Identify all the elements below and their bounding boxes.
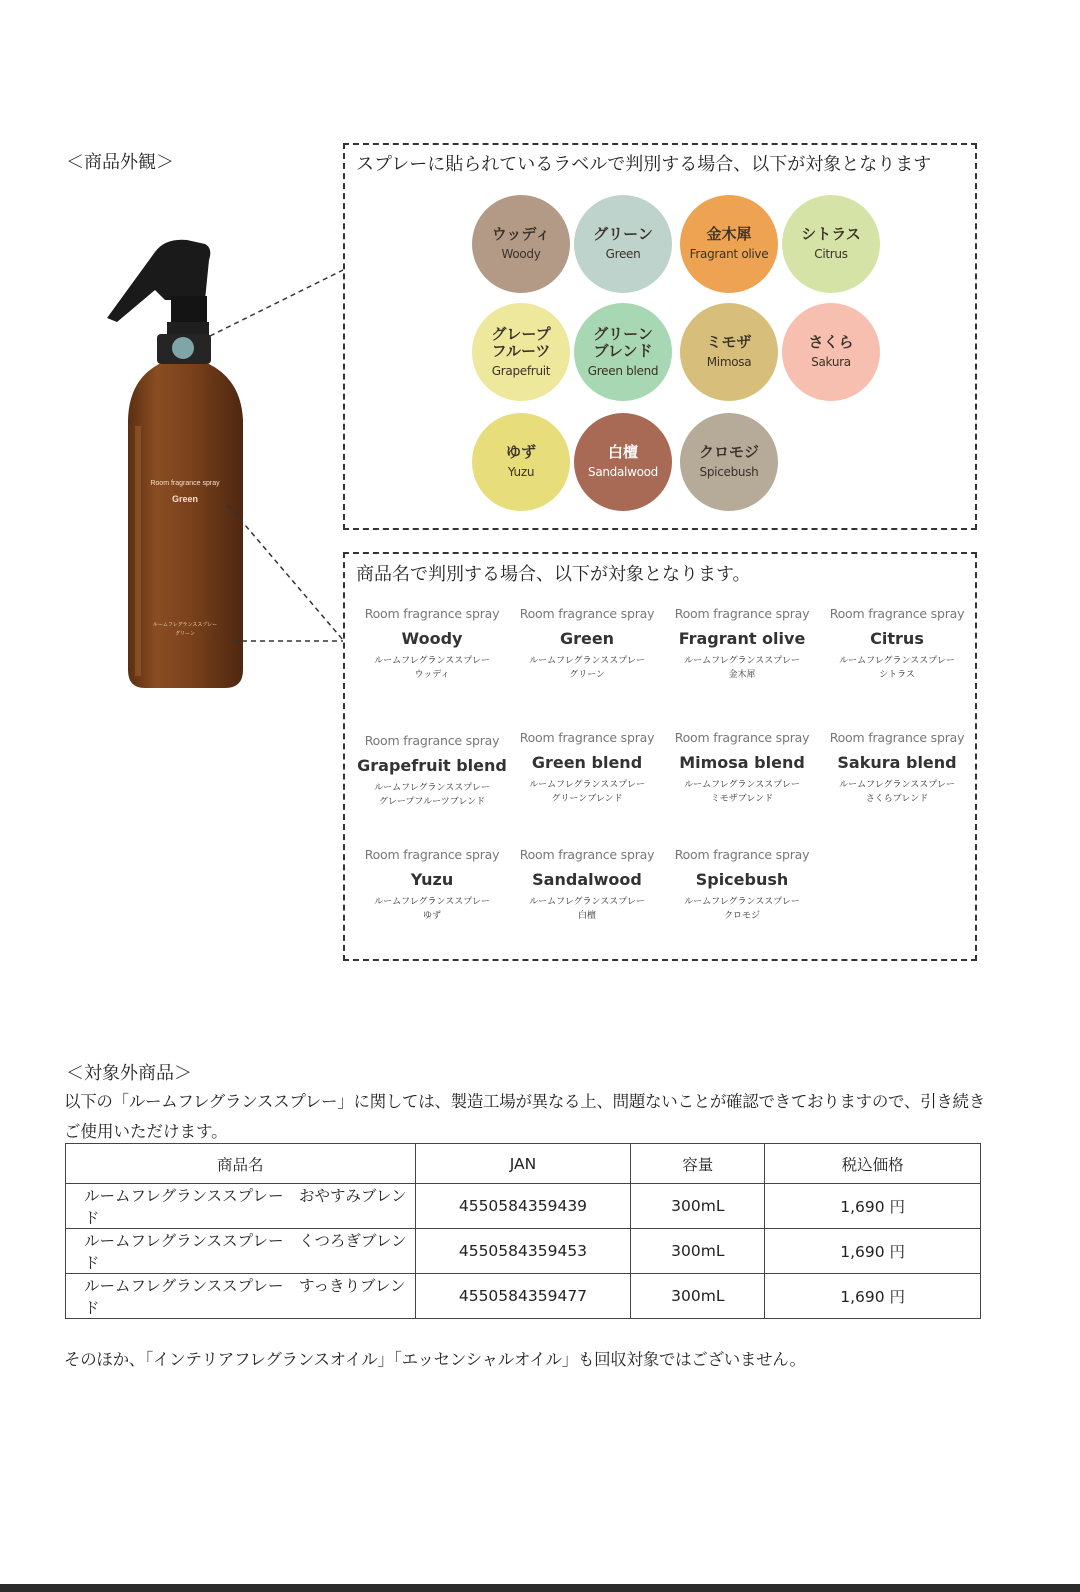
- label-fragrant-olive: [665, 606, 819, 682]
- cell-jan: 4550584359439: [415, 1184, 631, 1229]
- label-name: Sandalwood: [532, 870, 642, 889]
- label-yuzu: [355, 847, 509, 923]
- label-jp: ルームフレグランススプレー クロモジ: [684, 897, 800, 921]
- col-header-jan: JAN: [415, 1144, 631, 1184]
- label-jp: ルームフレグランススプレー シトラス: [839, 656, 955, 680]
- circle-woody: [472, 195, 570, 293]
- label-jp: ルームフレグランススプレー ミモザブレンド: [684, 780, 800, 804]
- label-small: Room fragrance spray: [519, 730, 655, 745]
- table-row: [66, 1229, 981, 1274]
- circle-en: Sandalwood: [588, 465, 658, 479]
- circle-fragrant-olive: [680, 195, 778, 293]
- footer-note: そのほか、「インテリアフレグランスオイル」「エッセンシャルオイル」も回収対象ではございません。: [64, 1350, 806, 1369]
- label-small: Room fragrance spray: [829, 730, 965, 745]
- label-jp: ルームフレグランススプレー 金木犀: [684, 656, 800, 680]
- label-sandalwood: [510, 847, 664, 923]
- bottle-label-small: Room fragrance spray: [150, 480, 220, 487]
- label-name: Grapefruit blend: [357, 756, 507, 775]
- circle-jp: グリーン: [593, 225, 653, 243]
- cell-jan: 4550584359453: [415, 1229, 631, 1274]
- label-name: Mimosa blend: [679, 753, 805, 772]
- bottle-label-jp-name: グリーン: [175, 631, 195, 637]
- cell-product-name: ルームフレグランススプレー すっきりブレンド: [66, 1274, 416, 1319]
- appearance-heading: ＜商品外観＞: [66, 152, 174, 173]
- label-woody: [355, 606, 509, 682]
- label-name: Green: [559, 629, 615, 648]
- label-name: Fragrant olive: [678, 629, 806, 648]
- circle-jp: グレープ フルーツ: [491, 324, 551, 360]
- label-name: Spicebush: [695, 870, 789, 889]
- label-mimosa-blend: [665, 730, 819, 806]
- label-small: Room fragrance spray: [364, 733, 500, 748]
- circle-en: Woody: [501, 247, 541, 261]
- circle-grapefruit: [472, 303, 570, 401]
- table-row: [66, 1274, 981, 1319]
- label-jp: ルームフレグランススプレー グリーン: [529, 656, 645, 680]
- label-jp: ルームフレグランススプレー グレープフルーツブレンド: [374, 783, 490, 807]
- circle-en: Spicebush: [699, 465, 759, 479]
- label-green: [510, 606, 664, 682]
- circle-en: Grapefruit: [491, 363, 551, 378]
- label-grapefruit-blend: [355, 733, 509, 809]
- cell-volume: 300mL: [631, 1184, 765, 1229]
- bottle-label-name: Green: [171, 494, 199, 504]
- label-name: Yuzu: [410, 870, 454, 889]
- circle-citrus: [782, 195, 880, 293]
- circle-sandalwood: [574, 413, 672, 511]
- circle-jp: ゆず: [505, 443, 536, 461]
- circle-jp: ミモザ: [706, 333, 752, 351]
- col-header-volume: 容量: [631, 1144, 765, 1184]
- excluded-intro-line2: ご使用いただけます。: [64, 1122, 228, 1141]
- circle-en: Fragrant olive: [689, 247, 769, 261]
- table-row: [66, 1184, 981, 1229]
- label-green-blend: [510, 730, 664, 806]
- excluded-products-table: [65, 1143, 981, 1319]
- col-header-price: 税込価格: [765, 1144, 981, 1184]
- name-section-title: 商品名で判別する場合、以下が対象となります。: [356, 564, 751, 585]
- cell-jan: 4550584359477: [415, 1274, 631, 1319]
- circle-en: Green blend: [587, 363, 659, 378]
- circle-spicebush: [680, 413, 778, 511]
- col-header-product-name: 商品名: [66, 1144, 416, 1184]
- label-small: Room fragrance spray: [829, 606, 965, 621]
- circle-en: Citrus: [814, 247, 848, 261]
- circle-sakura: [782, 303, 880, 401]
- circle-jp: 金木犀: [706, 225, 752, 243]
- circle-green: [574, 195, 672, 293]
- circle-jp: さくら: [808, 333, 854, 351]
- label-small: Room fragrance spray: [519, 606, 655, 621]
- cell-volume: 300mL: [631, 1274, 765, 1319]
- label-jp: ルームフレグランススプレー 白檀: [529, 897, 645, 921]
- label-jp: ルームフレグランススプレー さくらブレンド: [839, 780, 955, 804]
- bottle-label-jp: ルームフレグランススプレー: [152, 622, 218, 628]
- cell-product-name: ルームフレグランススプレー くつろぎブレンド: [66, 1229, 416, 1274]
- circle-en: Mimosa: [706, 355, 752, 369]
- cell-price: 1,690 円: [765, 1184, 981, 1229]
- table-header-row: [66, 1144, 981, 1184]
- circle-en: Yuzu: [507, 465, 535, 479]
- label-name: Woody: [401, 629, 463, 648]
- label-small: Room fragrance spray: [674, 847, 810, 862]
- cell-product-name: ルームフレグランススプレー おやすみブレンド: [66, 1184, 416, 1229]
- excluded-heading: ＜対象外商品＞: [66, 1063, 192, 1084]
- label-section-title: スプレーに貼られているラベルで判別する場合、以下が対象となります: [356, 154, 932, 175]
- label-name: Green blend: [531, 753, 643, 772]
- label-spicebush: [665, 847, 819, 923]
- label-small: Room fragrance spray: [519, 847, 655, 862]
- label-citrus: [820, 606, 974, 682]
- label-jp: ルームフレグランススプレー ウッディ: [374, 656, 490, 680]
- label-name: Citrus: [870, 629, 924, 648]
- circle-jp: 白檀: [607, 443, 638, 461]
- circle-jp: クロモジ: [698, 443, 759, 461]
- cell-price: 1,690 円: [765, 1274, 981, 1319]
- circle-mimosa: [680, 303, 778, 401]
- label-name: Sakura blend: [837, 753, 957, 772]
- circle-yuzu: [472, 413, 570, 511]
- bottom-bar: [0, 1584, 1080, 1592]
- circle-en: Green: [605, 247, 641, 261]
- label-jp: ルームフレグランススプレー ゆず: [374, 897, 490, 921]
- circle-jp: グリーン ブレンド: [593, 324, 653, 360]
- label-small: Room fragrance spray: [674, 730, 810, 745]
- label-sakura-blend: [820, 730, 974, 806]
- label-jp: ルームフレグランススプレー グリーンブレンド: [529, 780, 645, 804]
- cell-volume: 300mL: [631, 1229, 765, 1274]
- circle-jp: ウッディ: [491, 225, 551, 243]
- label-small: Room fragrance spray: [364, 847, 500, 862]
- label-small: Room fragrance spray: [364, 606, 500, 621]
- label-small: Room fragrance spray: [674, 606, 810, 621]
- circle-jp: シトラス: [801, 225, 861, 243]
- circle-green-blend: [574, 303, 672, 401]
- circle-en: Sakura: [811, 355, 851, 369]
- excluded-intro-line1: 以下の「ルームフレグランススプレー」に関しては、製造工場が異なる上、問題ないことが確認できておりますので、引き続き: [64, 1092, 985, 1111]
- cell-price: 1,690 円: [765, 1229, 981, 1274]
